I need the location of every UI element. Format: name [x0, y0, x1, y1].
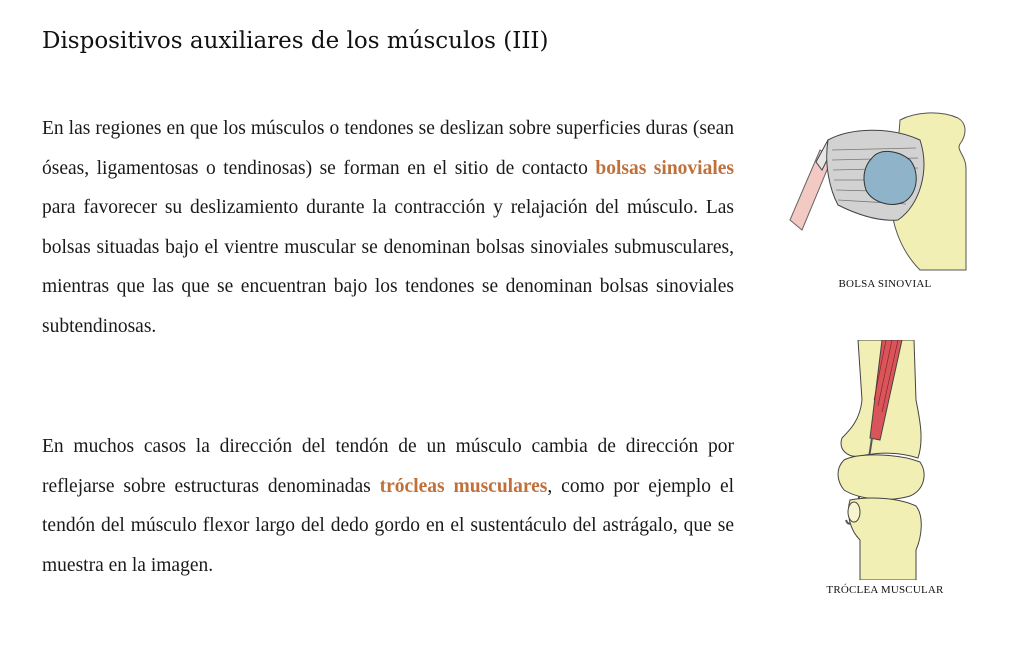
- trochlea-shape: [848, 502, 860, 522]
- bursa-shape: [864, 151, 916, 204]
- page-title: Dispositivos auxiliares de los músculos (III): [42, 28, 549, 54]
- caption-troclea-muscular: TRÓCLEA MUSCULAR: [826, 584, 944, 596]
- bolsa-sinovial-illustration: [780, 110, 970, 275]
- paragraph-bolsas: [42, 109, 734, 347]
- paragraph-text: En las regiones en que los músculos o tendones se deslizan sobre superficies duras (sean óseas, ligamentosas o tendinosas) se forman en el sitio de contacto: [42, 118, 734, 179]
- paragraph-text: , como por ejemplo el tendón del músculo flexor largo del dedo gordo en el sustentáculo del astrágalo, que se muestra en la imagen.: [42, 475, 735, 576]
- caption-bolsa-sinovial: BOLSA SINOVIAL: [838, 278, 932, 290]
- troclea-muscular-illustration: [820, 340, 930, 580]
- paragraph-text: En muchos casos la dirección del tendón de un músculo cambia de dirección por reflejarse sobre estructuras denominadas: [42, 436, 734, 497]
- highlight-term-bolsas-sinoviales: bolsas sinoviales: [595, 157, 734, 179]
- paragraph-trocleas: [42, 427, 734, 585]
- bone-shape: [838, 455, 924, 499]
- paragraph-text: para favorecer su deslizamiento durante la contracción y relajación del músculo. Las bolsas situadas bajo el vientre muscular se denominan bolsas sinoviales submusculares, mientras que las que se encuentran bajo los tendones se denominan bolsas sinoviales subtendinosas.: [42, 197, 734, 337]
- highlight-term-trocleas-musculares: trócleas musculares: [379, 475, 548, 497]
